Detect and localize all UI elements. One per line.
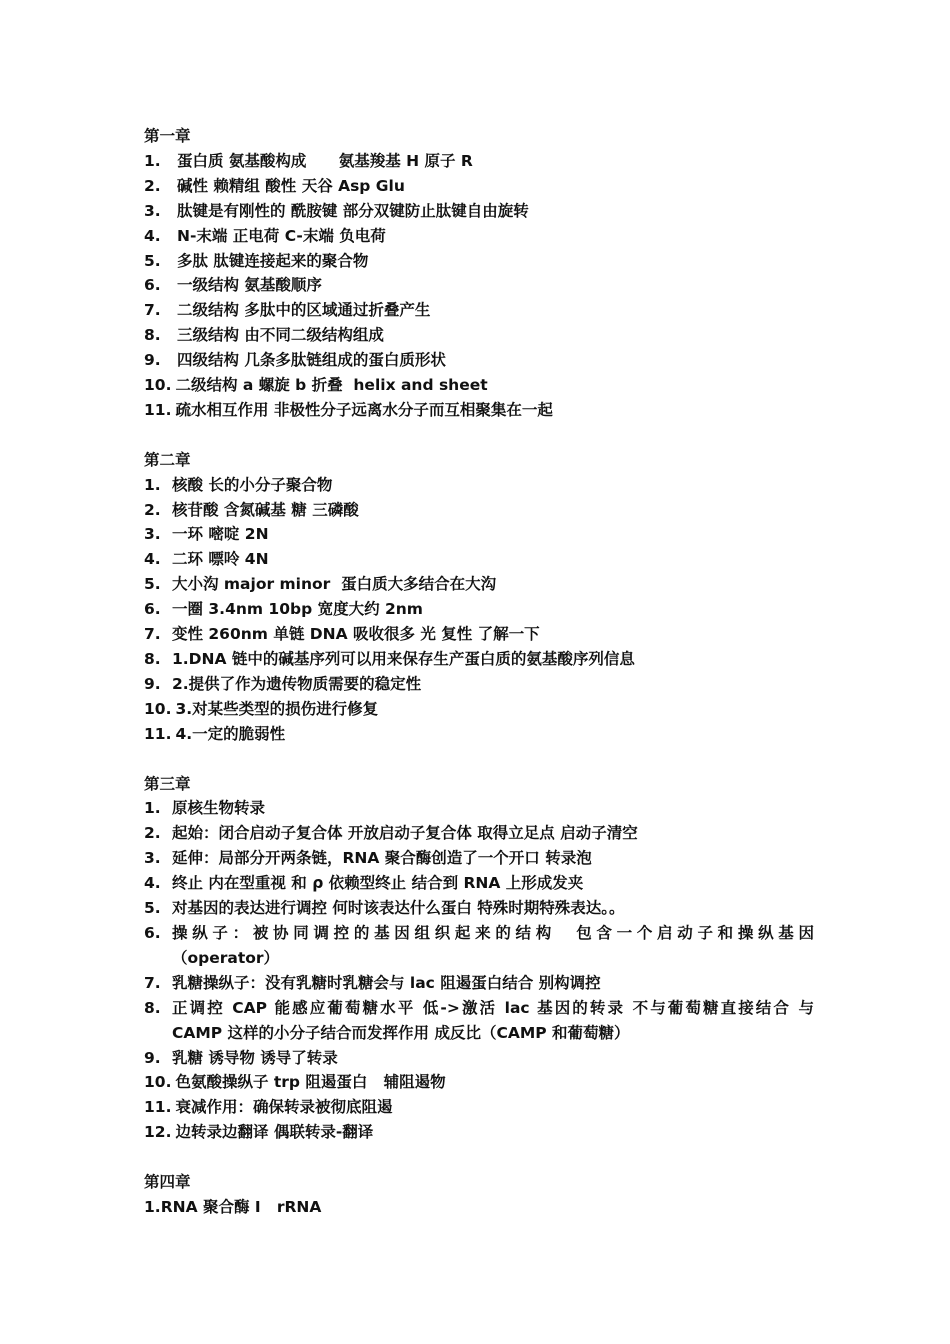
list-item [144,647,814,672]
list-item [144,522,814,547]
item-text: 蛋白质 氨基酸构成 氨基羧基 H 原子 R [177,151,473,170]
item-number: 1. [144,475,161,494]
list-item [144,722,814,747]
item-number: 11. [144,400,172,419]
item-number: 6. [144,600,161,619]
chapter-4 [144,1170,814,1220]
item-number: 8. [144,650,161,669]
item-text: 三级结构 由不同二级结构组成 [177,326,384,345]
list-item [144,996,814,1046]
list-item [144,224,814,249]
list-item [144,323,814,348]
item-number: 10. [144,1073,172,1092]
item-text: 疏水相互作用 非极性分子远离水分子而互相聚集在一起 [175,400,553,419]
list-item [144,398,814,423]
item-text: 3.对某些类型的损伤进行修复 [175,699,379,718]
item-text: 核酸 长的小分子聚合物 [172,475,333,494]
item-number: 8. [144,326,161,345]
item-number: 7. [144,973,161,992]
list-item [144,1095,814,1120]
list-item [144,498,814,523]
list-item [144,1195,814,1220]
item-text: 一圈 3.4nm 10bp 宽度大约 2nm [172,600,423,619]
list-item [144,298,814,323]
item-text: 终止 内在型重视 和 ρ 依赖型终止 结合到 RNA 上形成发夹 [172,874,584,893]
item-number: 6. [144,923,161,942]
list-item [144,547,814,572]
list-item [144,597,814,622]
list-item [144,373,814,398]
list-item [144,921,814,971]
item-number: 3. [144,525,161,544]
item-text: 1.DNA 链中的碱基序列可以用来保存生产蛋白质的氨基酸序列信息 [172,650,635,669]
item-text: 多肽 肽键连接起来的聚合物 [177,251,369,270]
item-text-continuation: （operator） [172,948,280,967]
item-text: 大小沟 major minor 蛋白质大多结合在大沟 [172,575,497,594]
item-number: 6. [144,276,161,295]
item-number: 5. [144,899,161,918]
item-number: 1. [144,799,161,818]
item-text-wrapper [172,996,814,1046]
list-item [144,871,814,896]
item-text: 乳糖操纵子：没有乳糖时乳糖会与 lac 阻遏蛋白结合 别构调控 [172,973,601,992]
item-text: 操纵子：被协同调控的基因组织起来的结构 包含一个启动子和操纵基因 [172,923,814,942]
item-text: 正调控 CAP 能感应葡萄糖水平 低->激活 lac 基因的转录 不与葡萄糖直接结合 与 [172,998,814,1017]
item-number: 3. [144,849,161,868]
item-text: 对基因的表达进行调控 何时该表达什么蛋白 特殊时期特殊表达。。 [172,899,625,918]
item-text: 衰减作用：确保转录被彻底阻遏 [175,1098,393,1117]
document-page [144,124,814,1220]
list-item [144,1120,814,1145]
item-text: 乳糖 诱导物 诱导了转录 [172,1048,338,1067]
item-number: 4. [144,550,161,569]
list-item [144,348,814,373]
list-item [144,821,814,846]
item-text: 二环 嘌呤 4N [172,550,269,569]
item-text: 二级结构 a 螺旋 b 折叠 helix and sheet [175,376,488,395]
list-item [144,971,814,996]
item-number: 11. [144,724,172,743]
list-item [144,846,814,871]
item-number: 12. [144,1123,172,1142]
chapter-title: 第四章 [144,1173,191,1192]
item-number: 10. [144,699,172,718]
item-number: 4. [144,874,161,893]
item-text-continuation: CAMP 这样的小分子结合而发挥作用 成反比（CAMP 和葡萄糖） [172,1023,630,1042]
item-number: 2. [144,176,161,195]
chapter-title: 第三章 [144,774,191,793]
list-item [144,622,814,647]
list-item [144,473,814,498]
item-number: 5. [144,575,161,594]
item-text: 二级结构 多肽中的区域通过折叠产生 [177,301,431,320]
list-item [144,572,814,597]
list-item [144,273,814,298]
item-text: 边转录边翻译 偶联转录-翻译 [175,1123,374,1142]
item-number: 11. [144,1098,172,1117]
item-number: 1. [144,151,161,170]
item-text: 变性 260nm 单链 DNA 吸收很多 光 复性 了解一下 [172,625,540,644]
item-number: 3. [144,201,161,220]
item-number: 2. [144,500,161,519]
item-text: 一级结构 氨基酸顺序 [177,276,322,295]
item-number: 9. [144,1048,161,1067]
item-number: 2. [144,824,161,843]
list-item [144,249,814,274]
item-text-wrapper [172,921,814,971]
item-text: 碱性 赖精组 酸性 天谷 Asp Glu [177,176,405,195]
item-number: 8. [144,998,161,1017]
item-number: 5. [144,251,161,270]
list-item [144,896,814,921]
item-number: 1. [144,1197,161,1216]
list-item [144,174,814,199]
item-text: 延伸：局部分开两条链，RNA 聚合酶创造了一个开口 转录泡 [172,849,592,868]
chapter-title: 第一章 [144,127,191,145]
item-text: 一环 嘧啶 2N [172,525,269,544]
item-text: 四级结构 几条多肽链组成的蛋白质形状 [177,351,446,370]
item-text: 起始：闭合启动子复合体 开放启动子复合体 取得立足点 启动子清空 [172,824,638,843]
list-item [144,199,814,224]
item-text: 原核生物转录 [172,799,266,818]
list-item [144,1046,814,1071]
item-number: 9. [144,674,161,693]
list-item [144,796,814,821]
item-number: 7. [144,301,161,320]
item-text: 核苷酸 含氮碱基 糖 三磷酸 [172,500,359,519]
item-number: 4. [144,226,161,245]
item-text: 2.提供了作为遗传物质需要的稳定性 [172,674,422,693]
list-item [144,697,814,722]
item-number: 7. [144,625,161,644]
list-item [144,672,814,697]
list-item [144,149,814,174]
item-number: 9. [144,351,161,370]
chapter-3 [144,772,814,1146]
item-text: 色氨酸操纵子 trp 阻遏蛋白 辅阻遏物 [175,1073,446,1092]
item-text: N-末端 正电荷 C-末端 负电荷 [177,226,386,245]
item-text: 4.一定的脆弱性 [175,724,286,743]
chapter-title: 第二章 [144,450,191,469]
chapter-1 [144,124,814,423]
list-item [144,1070,814,1095]
item-text: 肽键是有刚性的 酰胺键 部分双键防止肽键自由旋转 [177,201,529,220]
item-text: RNA 聚合酶 I rRNA [160,1197,322,1216]
item-number: 10. [144,376,172,395]
chapter-2 [144,448,814,747]
